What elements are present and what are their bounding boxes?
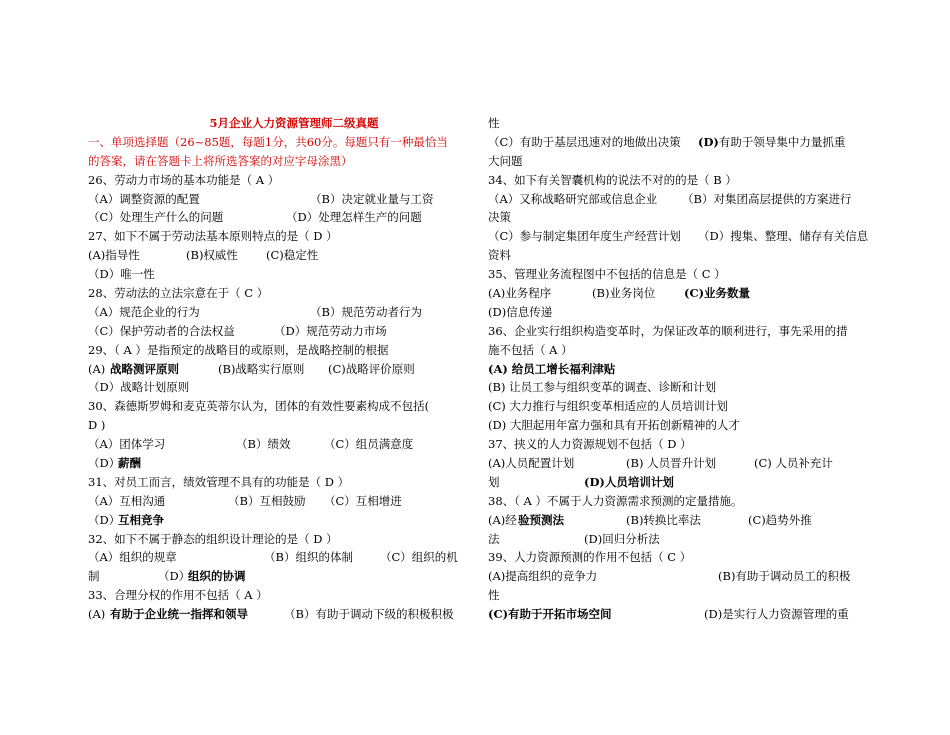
text-segment: （D）唯一性 [88,267,155,282]
left-line [88,416,470,435]
left-line [88,208,470,227]
text-segment: (A)经 [488,512,517,527]
text-segment: 37、挟义的人力资源规划不包括（ D ） [488,437,692,452]
text-segment: 大问题 [488,153,523,168]
text-segment: (D) 大胆起用年富力强和具有开拓创新精神的人才 [488,418,740,433]
text-segment: 组织的协调 [188,569,246,584]
left-line [88,492,470,511]
text-segment: 划 [488,474,500,489]
text-segment: (D)回归分析法 [584,531,660,546]
right-line [488,303,870,322]
text-segment: 施不包括（ A ） [488,342,573,357]
text-segment: （D）搜集、整理、储存有关信息 [698,229,869,244]
text-segment: （B）对集团高层提供的方案进行 [682,191,852,206]
text-segment: （A）规范企业的行为 [88,304,200,319]
text-segment: D ) [88,418,106,433]
page-title: 5月企业人力资源管理师二级真题 [209,116,379,130]
text-segment: （D）战略计划原则 [88,380,190,395]
text-segment: 31、对员工而言，绩效管理不具有的功能是（ D ） [88,474,350,489]
text-segment: （D） [158,569,191,584]
text-segment: (C)有助于开拓市场空间 [488,607,612,622]
text-segment: 资料 [488,248,511,263]
right-line [488,227,870,246]
text-segment: （C）组织的机 [380,550,458,565]
text-segment: (A) [88,361,106,376]
left-line [88,586,470,605]
right-line [488,341,870,360]
left-line [88,511,470,530]
text-segment: 36、企业实行组织构造变革时，为保证改革的顺利进行，事先采用的措 [488,323,848,338]
right-line [488,152,870,171]
left-line [88,530,470,549]
text-segment: (C)趋势外推 [748,512,812,527]
left-line [88,171,470,190]
left-line [88,303,470,322]
left-line [88,190,470,209]
text-segment: 33、合理分权的作用不包括（ A ） [88,588,268,603]
text-segment: 34、如下有关智囊机构的说法不对的的是（ B ） [488,172,737,187]
text-segment: (A) 给员工增长福利津贴 [488,361,616,376]
text-segment: (A) [88,607,106,622]
text-segment: （A）又称战略研究部或信息企业 [488,191,658,206]
right-line [488,605,870,624]
text-segment: (A)业务程序 [488,286,552,301]
left-line [88,322,470,341]
right-line [488,114,870,133]
text-segment: 35、管理业务流程图中不包括的信息是（ C ） [488,267,726,282]
text-segment: （B）决定就业量与工资 [310,191,434,206]
left-line [88,378,470,397]
text-segment: (B) 人员晋升计划 [626,456,717,471]
text-segment: (A)提高组织的竞争力 [488,569,598,584]
text-segment: 29、（ A ）是指预定的战略目的或原则，是战略控制的根据 [88,342,389,357]
left-line [88,548,470,567]
text-segment: 互相竞争 [118,512,164,527]
right-line [488,416,870,435]
text-segment: （D） [88,512,121,527]
text-segment: (B)转换比率法 [626,512,701,527]
text-segment: (C) 大力推行与组织变革相适应的人员培训计划 [488,399,728,414]
text-segment: （A）团体学习 [88,437,166,452]
text-segment: （C）处理生产什么的问题 [88,210,224,225]
left-line [88,360,470,379]
left-line [88,265,470,284]
left-line [88,397,470,416]
text-segment: 39、人力资源预测的作用不包括（ C ） [488,550,692,565]
text-segment: 30、森德斯罗姆和麦克英蒂尔认为，团体的有效性要素构成不包括( [88,399,430,414]
right-line [488,246,870,265]
section-heading-line-2: 的答案，请在答题卡上将所选答案的对应字母涂黑） [88,153,353,168]
right-line [488,454,870,473]
text-segment: （C）互相增进 [324,493,402,508]
text-segment: (D)有助于领导集中力量抓重 [698,134,846,149]
text-segment: (A)指导性 [88,248,140,263]
text-segment: 战略测评原则 [110,361,179,376]
text-segment: 有助于企业统一指挥和领导 [110,607,248,622]
text-segment: （A）互相沟通 [88,493,166,508]
text-segment: (B)有助于调动员工的积极 [718,569,851,584]
right-line [488,190,870,209]
text-segment: (C)业务数量 [684,286,751,301]
left-line [88,341,470,360]
text-segment: （B）组织的体制 [264,550,353,565]
right-column [488,114,870,624]
text-segment: 38、（ A ）不属于人力资源需求预测的定量措施。 [488,493,743,508]
right-line [488,435,870,454]
left-line [88,605,470,624]
text-segment: （B）有助于调动下级的积极积极 [284,607,454,622]
text-segment: 26、劳动力市场的基本功能是（ A ） [88,172,280,187]
right-line [488,378,870,397]
text-segment: （A）组织的规章 [88,550,177,565]
text-segment: (B)权威性 [186,248,238,263]
text-segment: （C）保护劳动者的合法权益 [88,323,235,338]
text-segment: （B）互相鼓励 [228,493,306,508]
right-question-lines [488,114,870,624]
text-segment: 27、如下不属于劳动法基本原则特点的是（ D ） [88,229,338,244]
right-line [488,473,870,492]
text-segment: 32、如下不属于静态的组织设计理论的是（ D ） [88,531,338,546]
left-column [88,114,470,624]
text-segment: 法 [488,531,500,546]
left-question-lines [88,171,470,624]
text-segment: 28、劳动法的立法宗意在于（ C ） [88,286,269,301]
text-segment: (B)战略实行原则 [218,361,305,376]
right-line [488,530,870,549]
right-line [488,208,870,227]
right-line [488,548,870,567]
left-line [88,246,470,265]
right-line [488,586,870,605]
text-segment: (D)人员培训计划 [584,474,674,489]
left-line [88,454,470,473]
left-line [88,567,470,586]
right-line [488,492,870,511]
text-segment: 性 [488,116,500,130]
left-line [88,435,470,454]
left-line [88,227,470,246]
text-segment: （C）组员满意度 [324,437,414,452]
text-segment: 性 [488,588,500,603]
text-segment: (D)信息传递 [488,304,553,319]
text-segment: （D） [88,456,121,471]
left-line [88,284,470,303]
right-line [488,322,870,341]
text-segment: （D）规范劳动力市场 [274,323,387,338]
right-line [488,397,870,416]
text-segment: 验预测法 [518,512,564,527]
right-line [488,511,870,530]
right-line [488,171,870,190]
text-segment: 薪酬 [118,456,141,471]
text-segment: 制 [88,569,100,584]
section-heading-line-1: 一、单项选择题（26~85题，每题1分，共60分。每题只有一种最恰当 [88,134,448,149]
right-line [488,360,870,379]
text-segment: (B) 让员工参与组织变革的调查、诊断和计划 [488,380,717,395]
text-segment: （A）调整资源的配置 [88,191,200,206]
text-segment: (C) 人员补充计 [754,456,833,471]
text-segment: (C)战略评价原则 [328,361,415,376]
text-segment: （B）绩效 [236,437,291,452]
text-segment: (B)业务岗位 [592,286,656,301]
text-segment: (A)人员配置计划 [488,456,575,471]
text-segment: （B）规范劳动者行为 [310,304,422,319]
right-line [488,133,870,152]
right-line [488,284,870,303]
left-line [88,473,470,492]
text-segment: （C）参与制定集团年度生产经营计划 [488,229,681,244]
text-segment: （C）有助于基层迅速对的地做出决策 [488,134,681,149]
text-segment: (D)是实行人力资源管理的重 [704,607,849,622]
right-line [488,567,870,586]
text-segment: （D）处理怎样生产的问题 [286,210,422,225]
text-segment: 决策 [488,210,511,225]
right-line [488,265,870,284]
text-segment: (C)稳定性 [266,248,319,263]
